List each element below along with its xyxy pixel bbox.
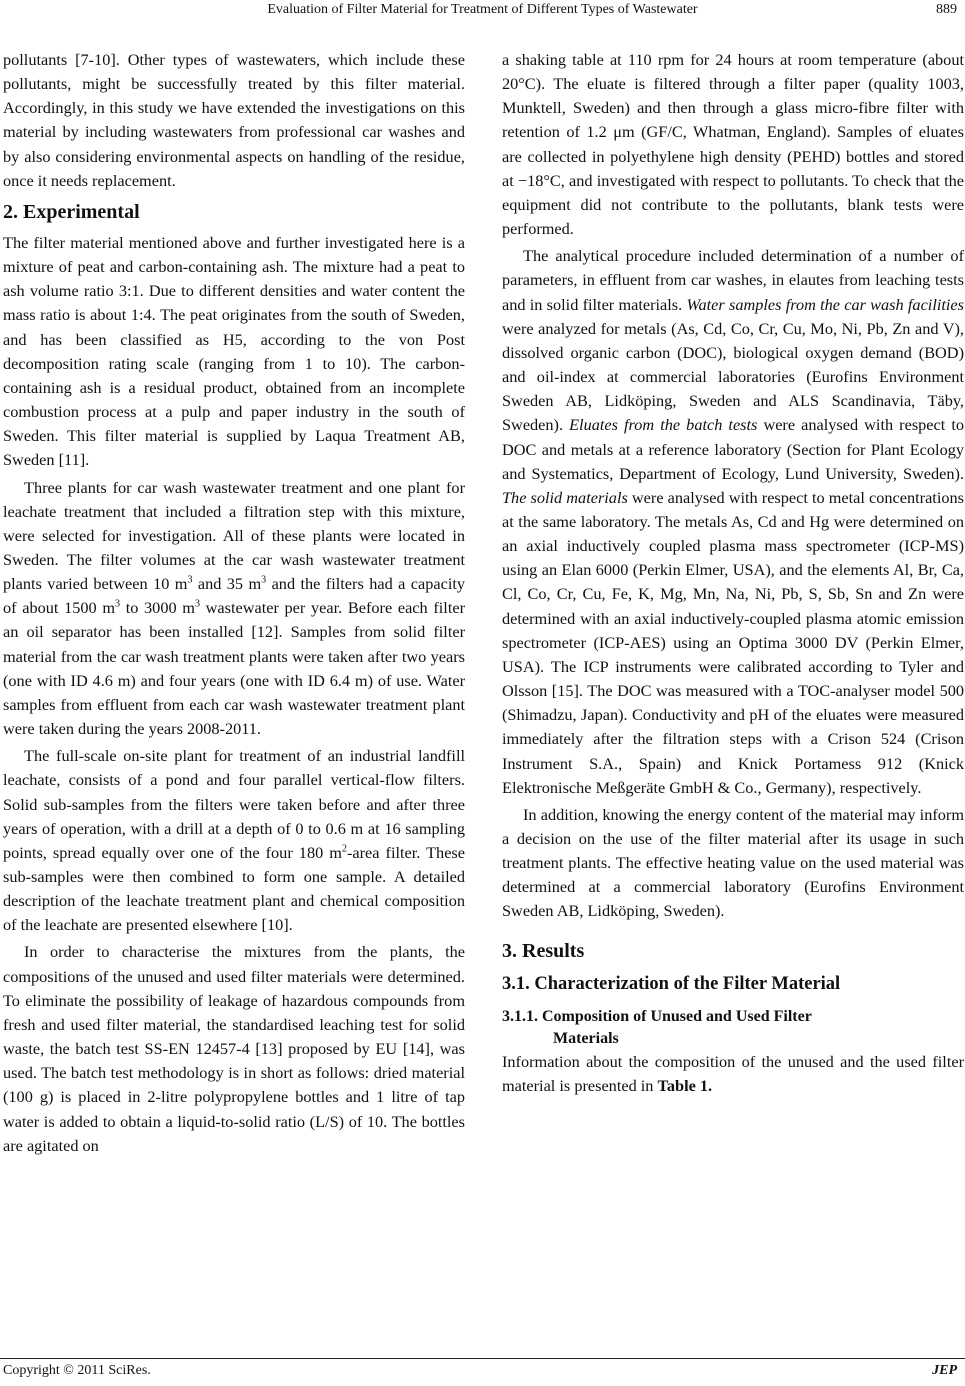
text-span: were analysed with respect to DOC and metals at a reference laboratory (Section for Plant Ecology and Systematics, Department of Ecology, Lund University, Sweden). [502, 415, 965, 483]
paragraph-energy: In addition, knowing the energy content of the material may inform a decision on the use of the filter material after its usage in such treatment plants. The effective heating value on the used material was determined at a commercial laboratory (Eurofins Environment Sweden AB, Lidköping, Sweden). [502, 804, 964, 921]
text-span: Three plants for car wash wastewater treatment and one plant for leachate treatment that included a filtration step with this mixture, were selected for investigation. All of these plants were located in Sweden. The filter volumes at the car wash wastewater treatment plants varied between 10 m [3, 477, 465, 594]
paragraph-intro: pollutants [7-10]. Other types of wastewaters, which include these pollutants, might be successfully treated by this filter material. Accordingly, in this study we have extended the investigations on this material by including wastewaters from professional car washes and by also considering environmental aspects on handling of the residue, once it needs replacement. [3, 50, 465, 190]
table-reference-link[interactable]: Table 1. [657, 1075, 713, 1095]
text-span: and the filters had a capacity of about 1500 m [3, 574, 466, 618]
superscript: 3 [194, 598, 200, 610]
text-span: The analytical procedure included determination of a number of parameters, in effluent from car washes, in elautes from leaching tests and in solid filter materials. [502, 246, 964, 314]
copyright-notice: Copyright © 2011 SciRes. [3, 1363, 151, 1378]
journal-abbreviation: JEP [932, 1363, 957, 1378]
paragraph-analytical [502, 244, 964, 800]
paragraph-landfill [3, 744, 465, 937]
text-span: were analysed with respect to metal concentrations at the same laboratory. The metals As, Cd and Hg were determined on an axial inductively coupled plasma mass spectrometer (ICP-MS) using an Elan 6000 (Perkin Elmer, USA), and the elements Al, Br, Ca, Cl, Co, Cr, Cu, Fe, K, Mg, Mn, Na, Ni, Pb, S, Sb, Sn and Zn were determined with an axial inductively-coupled plasma atomic emission spectrometer (ICP-AES) using an Optima 3000 DV (Perkin Elmer, USA). The ICP instruments were calibrated according to Tyler and Olsson [15]. The DOC was measured with a TOC-analyser model 500 (Shimadzu, Japan). Conductivity and pH of the eluates were measured immediately after the filtration steps with a Crison 524 (Crison Instrument S.A., Spain) and Knick Portamess 912 (Knick Elektronische Meßgeräte GmbH & Co., Germany), respectively. [502, 487, 964, 797]
italic-span: The solid materials [502, 487, 628, 507]
paragraph-continuation: a shaking table at 110 rpm for 24 hours at room temperature (about 20°C). The eluate is filtered through a filter paper (quality 1003, Munktell, Sweden) and then through a glass micro-fibre filter with retention of 1.2 μm (GF/C, Whatman, England). Samples of eluates are collected in polyethylene high density (PEHD) bottles and stored at −18°C, and investigated with respect to pollutants. To check that the equipment did not contribute to the pollutants, blank tests were performed. [502, 50, 964, 239]
paragraph-leaching: In order to characterise the mixtures from the plants, the compositions of the unused and used filter materials were determined. To eliminate the possibility of leakage of hazardous compounds from fresh and used filter material, the standardised leaching test for solid waste, the batch test SS-EN 12457-4 [13] proposed by EU [14], was used. The batch test methodology is in short as follows: dried material (100 g) is placed in 2-litre polypropylene bottles and 1 litre of tap water is added to obtain a liquid-to-solid ratio (L/S) of 10. The bottles are agitated on [3, 942, 465, 1155]
text-span: and 35 m [192, 574, 262, 594]
italic-span: Water samples from the car wash facilities [686, 294, 964, 314]
text-span: Information about the composition of the unused and the used filter material is presented in [502, 1051, 964, 1095]
heading-line-1: 3.1.1. Composition of Unused and Used Filter [502, 1007, 812, 1025]
heading-results: 3. Results [502, 939, 585, 962]
paragraph-filter-material: The filter material mentioned above and further investigated here is a mixture of peat and carbon-containing ash. The mixture had a peat to ash volume ratio 3:1. Due to different densities and water content the mass ratio is about 1:4. The peat originates from the south of Sweden, and has been classified as H5, according to the von Post decomposition rating scale (ranging from 1 to 10). The carbon-containing ash is a residual product, obtained from an incomplete combustion process at a pulp and paper industry in the south of Sweden. This filter material is supplied by Laqua Treatment AB, Sweden [11]. [3, 232, 465, 470]
italic-span: Eluates from the batch tests [569, 415, 758, 435]
paragraph-plants [3, 476, 465, 742]
heading-characterization: 3.1. Characterization of the Filter Material [502, 973, 841, 994]
page-number: 889 [936, 2, 957, 17]
left-column [3, 48, 465, 1158]
footer-rule [0, 1358, 965, 1359]
running-title: Evaluation of Filter Material for Treatment of Different Types of Wastewater [267, 2, 698, 17]
text-span: -area filter. These sub-samples were then combined to form one sample. A detailed description of the leachate treatment plant and chemical composition of the leachate are presented elsewhere [10]. [3, 842, 465, 935]
text-span: wastewater per year. Before each filter an oil separator has been installed [12]. Samples from solid filter material from the car wash treatment plants were taken after two years (one with ID 4.6 m) and four years (one with ID 6.4 m) of use. Water samples from effluent from each car wash wastewater treatment plant were taken during the years 2008-2011. [3, 598, 465, 739]
superscript: 3 [261, 574, 267, 586]
text-span: were analyzed for metals (As, Cd, Co, Cr, Cu, Mo, Ni, Pb, Zn and V), dissolved organic carbon (DOC), biological oxygen demand (BOD) and oil-index at commercial laboratories (Eurofins Environment Sweden AB, Lidköping, Sweden and ALS Scandinavia, Täby, Sweden). [502, 318, 964, 435]
superscript: 3 [187, 574, 193, 586]
superscript: 2 [341, 843, 347, 855]
paragraph-information [502, 1050, 964, 1098]
text-span: The full-scale on-site plant for treatment of an industrial landfill leachate, consists of a pond and four parallel vertical-flow filters. Solid sub-samples from the filters were taken before and after three years of operation, with a drill at a depth of 0 to 0.6 m at 16 sampling points, spread equally over one of the four 180 m [3, 746, 465, 862]
text-span: to 3000 m [120, 598, 195, 618]
heading-line-2: Materials [553, 1029, 619, 1047]
heading-composition [502, 1006, 964, 1050]
heading-experimental: 2. Experimental [3, 200, 140, 223]
superscript: 3 [115, 598, 121, 610]
right-column [502, 48, 964, 1098]
running-header [0, 0, 965, 22]
